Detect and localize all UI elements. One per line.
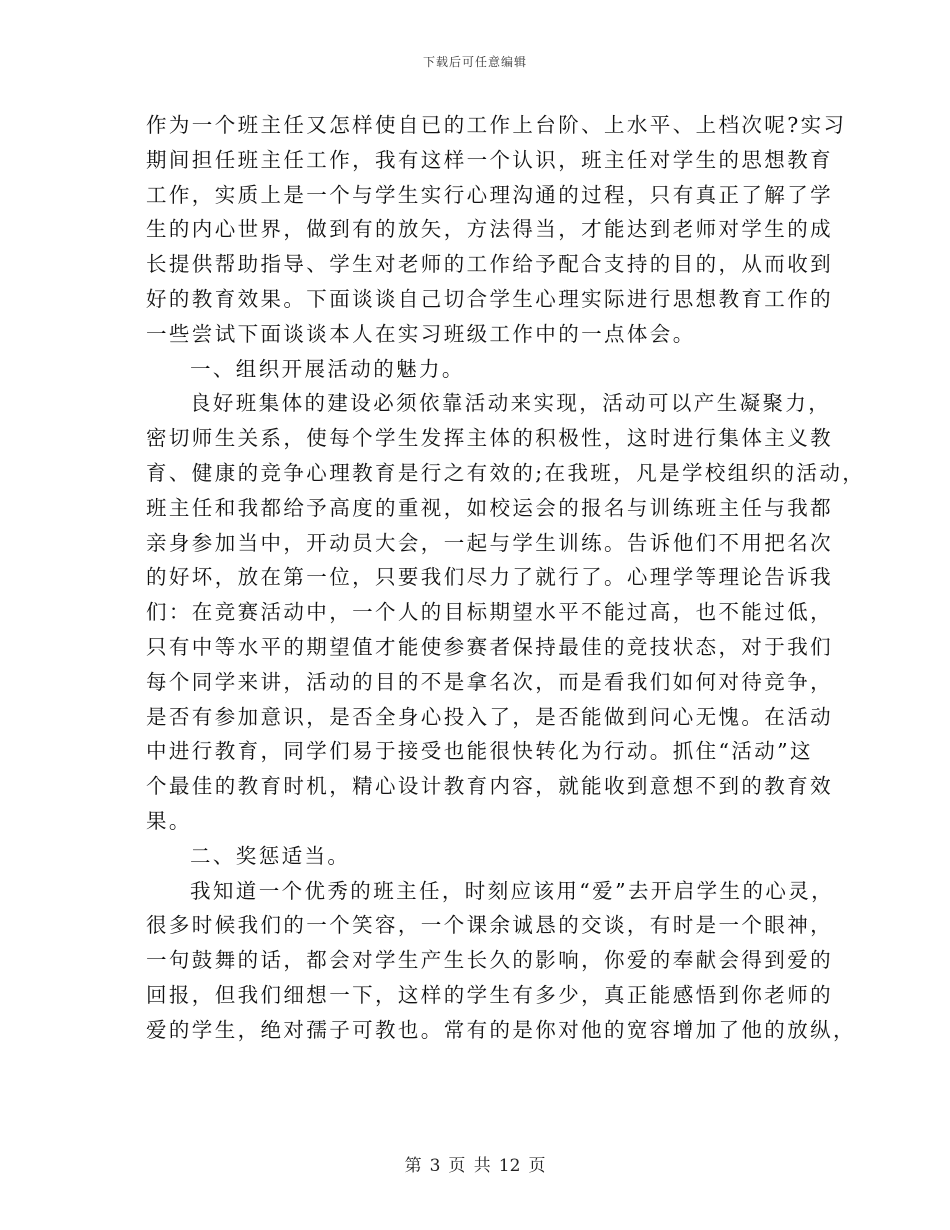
paragraph-line: 密切师生关系，使每个学生发挥主体的积极性，这时进行集体主义教: [146, 426, 833, 451]
paragraph-line: 良好班集体的建设必须依靠活动来实现，活动可以产生凝聚力，: [190, 391, 832, 416]
page-number-mid: 页 共: [448, 1156, 491, 1176]
paragraph-line: 育、健康的竞争心理教育是行之有效的;在我班，凡是学校组织的活动，: [146, 460, 866, 485]
paragraph-line: 长提供帮助指导、学生对老师的工作给予配合支持的目的，从而收到: [146, 252, 833, 277]
paragraph-line: 生的内心世界，做到有的放矢，方法得当，才能达到老师对学生的成: [146, 217, 833, 242]
paragraph-line: 每个同学来讲，活动的目的不是拿名次，而是看我们如何对待竞争，: [146, 669, 833, 694]
paragraph-line: 很多时候我们的一个笑容，一个课余诚恳的交谈，有时是一个眼神，: [146, 913, 833, 938]
paragraph-line: 班主任和我都给予高度的重视，如校运会的报名与训练班主任与我都: [146, 495, 833, 520]
page-header: 下载后可任意编辑: [422, 55, 527, 69]
section-heading: 一、组织开展活动的魅力。: [190, 356, 465, 381]
paragraph-line: 作为一个班主任又怎样使自已的工作上台阶、上水平、上档次呢?实习: [146, 113, 847, 137]
paragraph-line: 只有中等水平的期望值才能使参赛者保持最佳的竞技状态，对于我们: [146, 634, 833, 659]
page-number-prefix: 第: [404, 1156, 422, 1176]
current-page-number: 3: [429, 1156, 441, 1176]
paragraph-line: 一些尝试下面谈谈本人在实习班级工作中的一点体会。: [146, 321, 696, 346]
paragraph-line: 爱的学生，绝对孺子可教也。常有的是你对他的宽容增加了他的放纵，: [146, 1017, 856, 1042]
section-heading: 二、奖惩适当。: [190, 843, 351, 868]
paragraph-line: 我知道一个优秀的班主任，时刻应该用“爱”去开启学生的心灵，: [190, 878, 835, 903]
paragraph-line: 好的教育效果。下面谈谈自己切合学生心理实际进行思想教育工作的: [146, 286, 833, 311]
paragraph-line: 工作，实质上是一个与学生实行心理沟通的过程，只有真正了解了学: [146, 182, 833, 207]
paragraph-line: 一句鼓舞的话，都会对学生产生长久的影响，你爱的奉献会得到爱的: [146, 948, 833, 973]
page-number-suffix: 页: [528, 1156, 546, 1176]
paragraph-line: 中进行教育，同学们易于接受也能很快转化为行动。抓住“活动”这: [146, 739, 813, 764]
paragraph-line: 亲身参加当中，开动员大会，一起与学生训练。告诉他们不用把名次: [146, 530, 833, 555]
paragraph-line: 的好坏，放在第一位，只要我们尽力了就行了。心理学等理论告诉我: [146, 565, 833, 590]
paragraph-line: 是否有参加意识，是否全身心投入了，是否能做到问心无愧。在活动: [146, 704, 833, 729]
document-body: [146, 108, 866, 1048]
paragraph-line: 期间担任班主任工作，我有这样一个认识，班主任对学生的思想教育: [146, 147, 833, 172]
total-pages-number: 12: [498, 1156, 521, 1176]
paragraph-line: 回报，但我们细想一下，这样的学生有多少，真正能感悟到你老师的: [146, 982, 833, 1007]
page-footer: [0, 1151, 950, 1176]
paragraph-line: 们：在竞赛活动中，一个人的目标期望水平不能过高，也不能过低，: [146, 600, 833, 625]
paragraph-line: 果。: [146, 808, 192, 833]
paragraph-line: 个最佳的教育时机，精心设计教育内容，就能收到意想不到的教育效: [146, 774, 833, 799]
